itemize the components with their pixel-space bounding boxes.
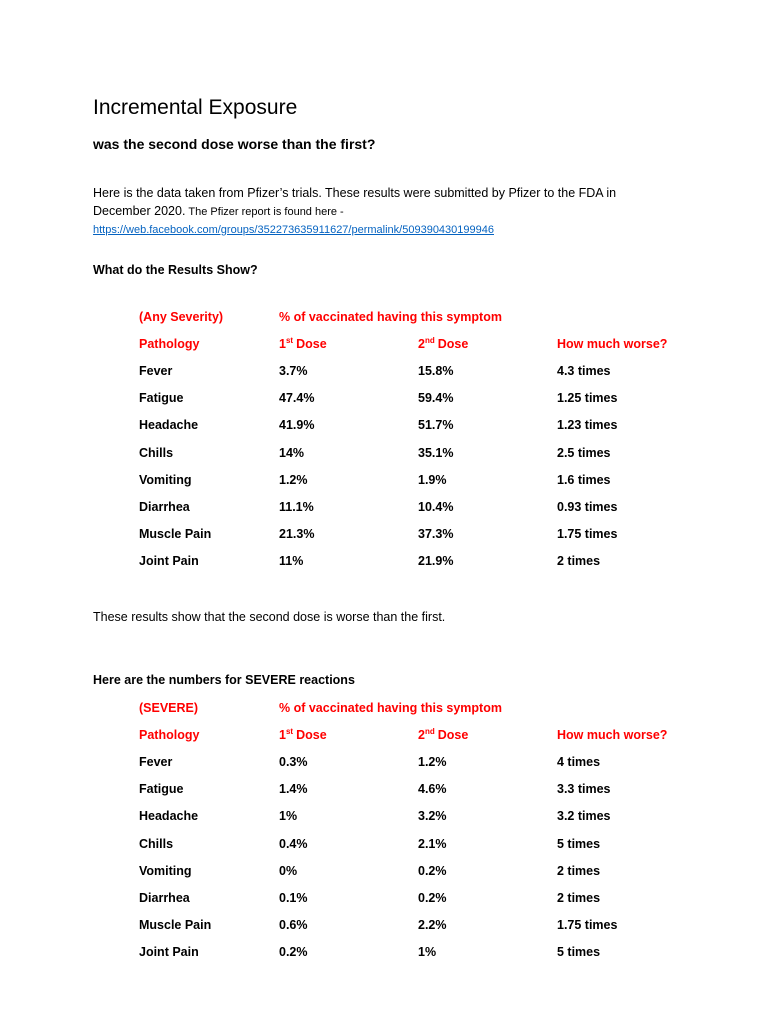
worse-cell: 2.5 times: [557, 445, 611, 460]
table-row: [139, 493, 677, 520]
column-header-worse: How much worse?: [557, 727, 668, 742]
dose2-cell: 0.2%: [418, 890, 447, 905]
section-heading-results: What do the Results Show?: [93, 263, 258, 277]
table-row: [139, 857, 677, 884]
worse-cell: 3.3 times: [557, 782, 611, 797]
dose1-cell: 1%: [279, 809, 298, 824]
dose2-cell: 15.8%: [418, 363, 454, 378]
page-title: Incremental Exposure: [93, 96, 298, 119]
dose1-cell: 1.2%: [279, 472, 308, 487]
pathology-cell: Fever: [139, 754, 173, 769]
dose1-word: Dose: [296, 727, 327, 742]
worse-cell: 2 times: [557, 554, 601, 569]
any-severity-table: [139, 303, 677, 575]
column-header-dose2: [418, 330, 557, 357]
dose1-number: 1: [279, 336, 286, 351]
pathology-cell: Fatigue: [139, 782, 184, 797]
table-row: [139, 803, 677, 830]
dose1-cell: 0.6%: [279, 918, 308, 933]
dose2-word: Dose: [437, 727, 469, 742]
column-header-worse: How much worse?: [557, 336, 668, 351]
dose2-cell: 37.3%: [418, 527, 454, 542]
table-column-header-row: [139, 721, 677, 748]
column-header-dose2: [418, 721, 557, 748]
table-group-header-row: [139, 303, 677, 330]
dose2-cell: 1.2%: [418, 754, 447, 769]
dose1-suffix: st: [285, 726, 294, 736]
table-row: [139, 884, 677, 911]
dose2-cell: 21.9%: [418, 554, 454, 569]
pathology-cell: Vomiting: [139, 863, 192, 878]
group-label: % of vaccinated having this symptom: [279, 700, 502, 715]
group-label: % of vaccinated having this symptom: [279, 309, 502, 324]
dose2-cell: 51.7%: [418, 418, 454, 433]
dose1-cell: 0.1%: [279, 890, 308, 905]
pathology-cell: Vomiting: [139, 472, 192, 487]
table-row: [139, 748, 677, 775]
table-row: [139, 385, 677, 412]
dose2-cell: 3.2%: [418, 809, 447, 824]
dose2-word: Dose: [437, 336, 469, 351]
worse-cell: 1.25 times: [557, 391, 618, 406]
dose2-suffix: nd: [424, 726, 435, 736]
worse-cell: 1.75 times: [557, 527, 618, 542]
worse-cell: 2 times: [557, 890, 601, 905]
table-row: [139, 939, 677, 966]
pathology-cell: Joint Pain: [139, 554, 199, 569]
worse-cell: 1.75 times: [557, 918, 618, 933]
dose1-word: Dose: [296, 336, 327, 351]
dose2-number: 2: [418, 336, 425, 351]
dose2-cell: 2.2%: [418, 918, 447, 933]
section-heading-severe: Here are the numbers for SEVERE reactions: [93, 673, 355, 687]
table-row: [139, 412, 677, 439]
pathology-cell: Headache: [139, 809, 199, 824]
dose1-cell: 41.9%: [279, 418, 315, 433]
dose1-cell: 47.4%: [279, 391, 315, 406]
dose1-cell: 14%: [279, 445, 305, 460]
intro-paragraph: [93, 185, 616, 240]
table-column-header-row: [139, 330, 677, 357]
worse-cell: 0.93 times: [557, 499, 618, 514]
dose1-cell: 11.1%: [279, 499, 314, 514]
pathology-cell: Chills: [139, 836, 174, 851]
pathology-cell: Muscle Pain: [139, 527, 212, 542]
worse-cell: 1.6 times: [557, 472, 611, 487]
dose1-cell: 0.4%: [279, 836, 308, 851]
dose1-number: 1: [279, 727, 286, 742]
dose1-suffix: st: [285, 335, 294, 345]
pathology-cell: Joint Pain: [139, 945, 199, 960]
dose2-cell: 10.4%: [418, 499, 454, 514]
intro-note: The Pfizer report is found here -: [188, 205, 344, 218]
dose2-cell: 0.2%: [418, 863, 447, 878]
table-row: [139, 521, 677, 548]
dose1-cell: 3.7%: [279, 363, 308, 378]
dose1-cell: 1.4%: [279, 782, 308, 797]
pathology-cell: Fatigue: [139, 391, 184, 406]
worse-cell: 5 times: [557, 836, 601, 851]
column-header-pathology: Pathology: [139, 727, 200, 742]
pathology-cell: Muscle Pain: [139, 918, 212, 933]
dose2-cell: 1.9%: [418, 472, 447, 487]
worse-cell: 3.2 times: [557, 809, 611, 824]
worse-cell: 4.3 times: [557, 363, 611, 378]
table-row: [139, 548, 677, 575]
worse-cell: 2 times: [557, 863, 601, 878]
table-row: [139, 830, 677, 857]
dose1-cell: 21.3%: [279, 527, 315, 542]
table-group-header-row: [139, 694, 677, 721]
intro-line-1: Here is the data taken from Pfizer’s trials. These results were submitted by Pfizer to the FDA in: [93, 186, 617, 200]
dose1-cell: 0.2%: [279, 945, 308, 960]
severe-table: [139, 694, 677, 966]
pathology-cell: Fever: [139, 363, 173, 378]
dose2-cell: 4.6%: [418, 782, 447, 797]
dose1-cell: 0%: [279, 863, 298, 878]
pfizer-report-link[interactable]: https://web.facebook.com/groups/352273635911627/permalink/509390430199946: [93, 224, 494, 236]
table-row: [139, 357, 677, 384]
conclusion-text: These results show that the second dose is worse than the first.: [93, 610, 446, 624]
dose2-suffix: nd: [424, 335, 435, 345]
dose2-number: 2: [418, 727, 425, 742]
worse-cell: 4 times: [557, 754, 601, 769]
pathology-cell: Diarrhea: [139, 890, 190, 905]
dose1-cell: 11%: [279, 554, 304, 569]
dose2-cell: 35.1%: [418, 445, 454, 460]
page-subtitle: was the second dose worse than the first?: [93, 136, 376, 152]
dose2-cell: 2.1%: [418, 836, 447, 851]
intro-line-2: [93, 203, 616, 222]
table-row: [139, 912, 677, 939]
table-row: [139, 439, 677, 466]
severity-label: (Any Severity): [139, 309, 224, 324]
worse-cell: 1.23 times: [557, 418, 618, 433]
dose1-cell: 0.3%: [279, 754, 308, 769]
intro-line-3: [93, 221, 616, 240]
column-header-dose1: [279, 721, 418, 748]
dose2-cell: 59.4%: [418, 391, 454, 406]
severity-label: (SEVERE): [139, 700, 199, 715]
dose2-cell: 1%: [418, 945, 437, 960]
pathology-cell: Chills: [139, 445, 174, 460]
intro-date-text: December 2020.: [93, 203, 186, 218]
pathology-cell: Diarrhea: [139, 499, 190, 514]
table-row: [139, 776, 677, 803]
worse-cell: 5 times: [557, 945, 601, 960]
column-header-pathology: Pathology: [139, 336, 200, 351]
pathology-cell: Headache: [139, 418, 199, 433]
column-header-dose1: [279, 330, 418, 357]
table-row: [139, 466, 677, 493]
